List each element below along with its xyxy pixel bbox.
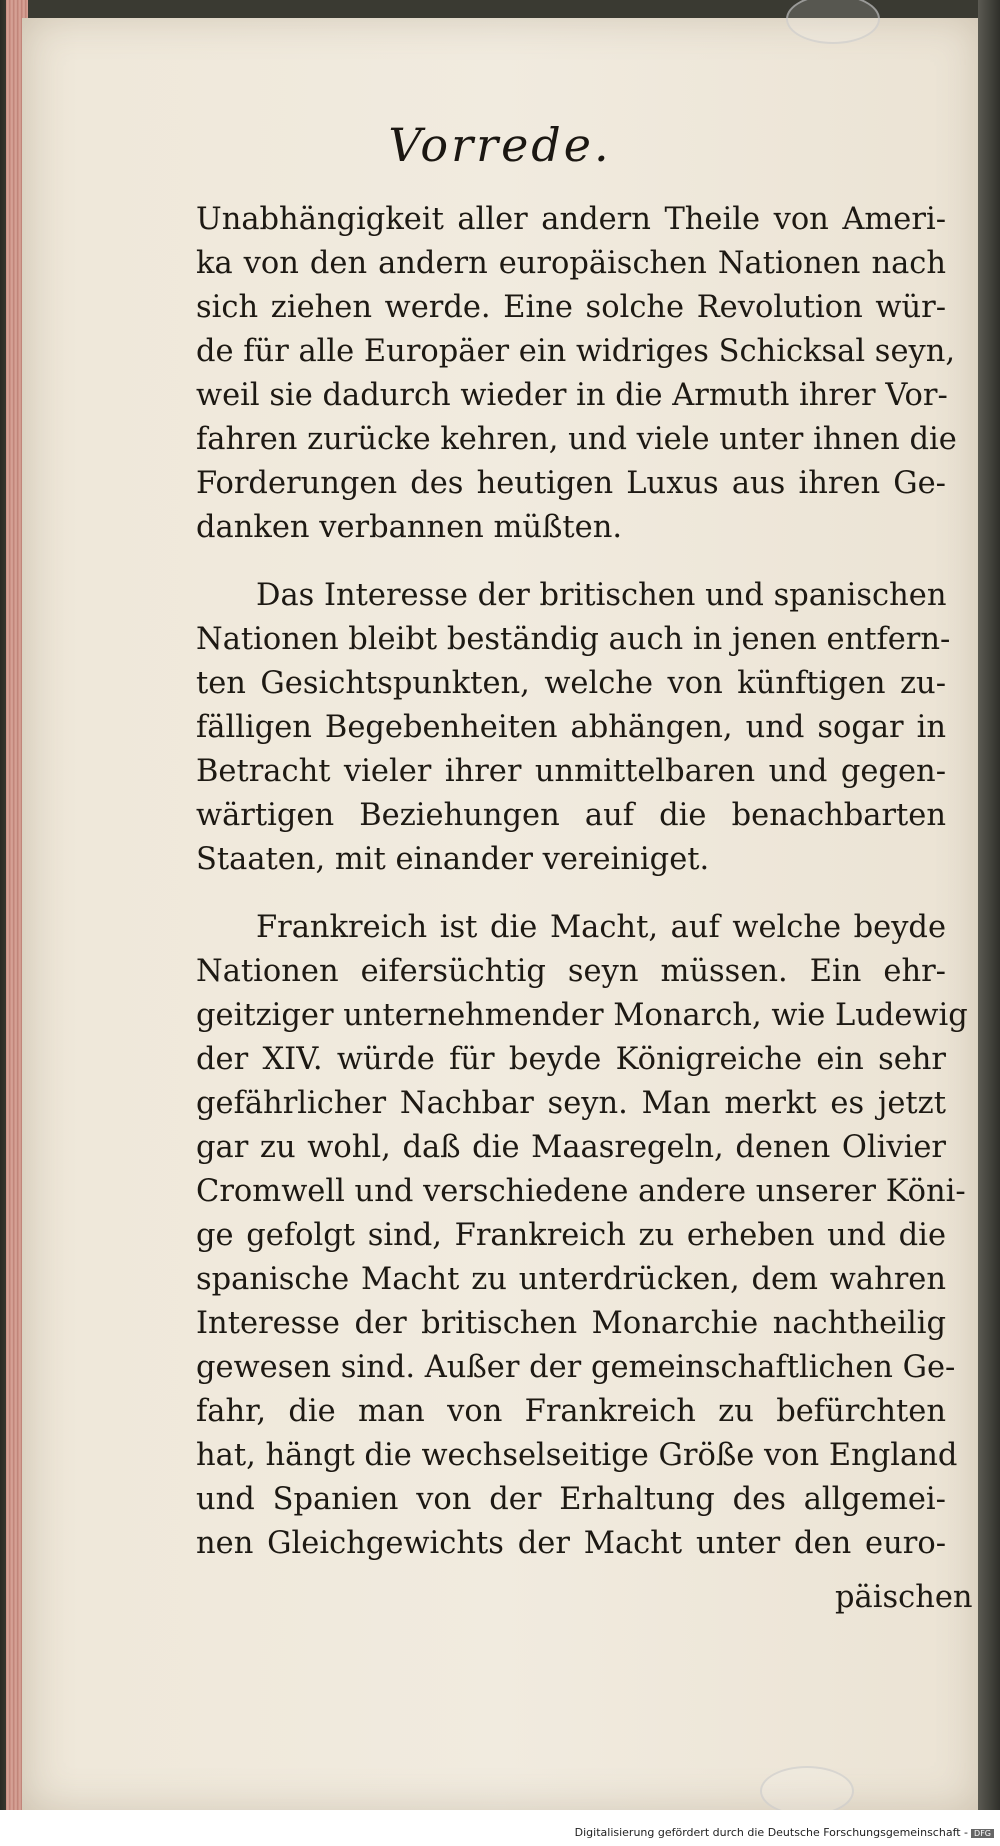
text-line: Nationen eifersüchtig seyn müssen. Ein ehr- (196, 954, 946, 989)
text-line: Forderungen des heutigen Luxus aus ihren Ge- (196, 466, 946, 501)
text-line: Cromwell und verschiedene andere unserer Köni- (196, 1174, 966, 1209)
text-line: Betracht vieler ihrer unmittelbaren und gegen- (196, 754, 946, 789)
text-line: der XIV. würde für beyde Königreiche ein sehr (196, 1042, 946, 1077)
dfg-logo: DFG (971, 1829, 994, 1838)
page-body (196, 198, 968, 1590)
paragraph-1 (196, 198, 957, 550)
text-line: sich ziehen werde. Eine solche Revolution wür- (196, 290, 946, 325)
text-line: fälligen Begebenheiten abhängen, und sogar in (196, 710, 946, 745)
text-line: nen Gleichgewichts der Macht unter den euro- (196, 1526, 946, 1561)
running-header: Vorrede. (388, 118, 612, 172)
text-line: gewesen sind. Außer der gemeinschaftlichen Ge- (196, 1350, 956, 1385)
book-gutter (978, 0, 1000, 1846)
text-line: weil sie dadurch wieder in die Armuth ihrer Vor- (196, 378, 948, 413)
text-line: Frankreich ist die Macht, auf welche beyde (256, 910, 946, 945)
text-line: Staaten, mit einander vereiniget. (196, 842, 710, 877)
text-line: ka von den andern europäischen Nationen nach (196, 246, 946, 281)
catchword: päischen (835, 1580, 973, 1615)
text-line: wärtigen Beziehungen auf die benachbarten (196, 798, 946, 833)
text-line: de für alle Europäer ein widriges Schicksal seyn, (196, 334, 956, 369)
text-line: hat, hängt die wechselseitige Größe von England (196, 1438, 958, 1473)
text-line: danken verbannen müßten. (196, 510, 623, 545)
text-line: fahr, die man von Frankreich zu befürchten (196, 1394, 946, 1429)
text-line: und Spanien von der Erhaltung des allgemei- (196, 1482, 946, 1517)
paragraph-2 (196, 574, 951, 882)
text-line: geitziger unternehmender Monarch, wie Ludewig (196, 998, 968, 1033)
text-line: Interesse der britischen Monarchie nachtheilig (196, 1306, 946, 1341)
credit-text: Digitalisierung gefördert durch die Deutsche Forschungsgemeinschaft - (574, 1826, 969, 1839)
text-line: gefährlicher Nachbar seyn. Man merkt es jetzt (196, 1086, 946, 1121)
text-line: Nationen bleibt beständig auch in jenen entfern- (196, 622, 951, 657)
text-line: Das Interesse der britischen und spanischen (256, 578, 947, 613)
light-reflection-bottom (760, 1766, 854, 1816)
paragraph-3 (196, 906, 968, 1566)
text-line: fahren zurücke kehren, und viele unter ihnen die (196, 422, 957, 457)
text-line: Unabhängigkeit aller andern Theile von Ameri- (196, 202, 946, 237)
text-line: ten Gesichtspunkten, welche von künftigen zu- (196, 666, 946, 701)
digitization-credit (575, 1826, 994, 1839)
text-line: ge gefolgt sind, Frankreich zu erheben und die (196, 1218, 946, 1253)
text-line: spanische Macht zu unterdrücken, dem wahren (196, 1262, 946, 1297)
text-line: gar zu wohl, daß die Maasregeln, denen Olivier (196, 1130, 946, 1165)
